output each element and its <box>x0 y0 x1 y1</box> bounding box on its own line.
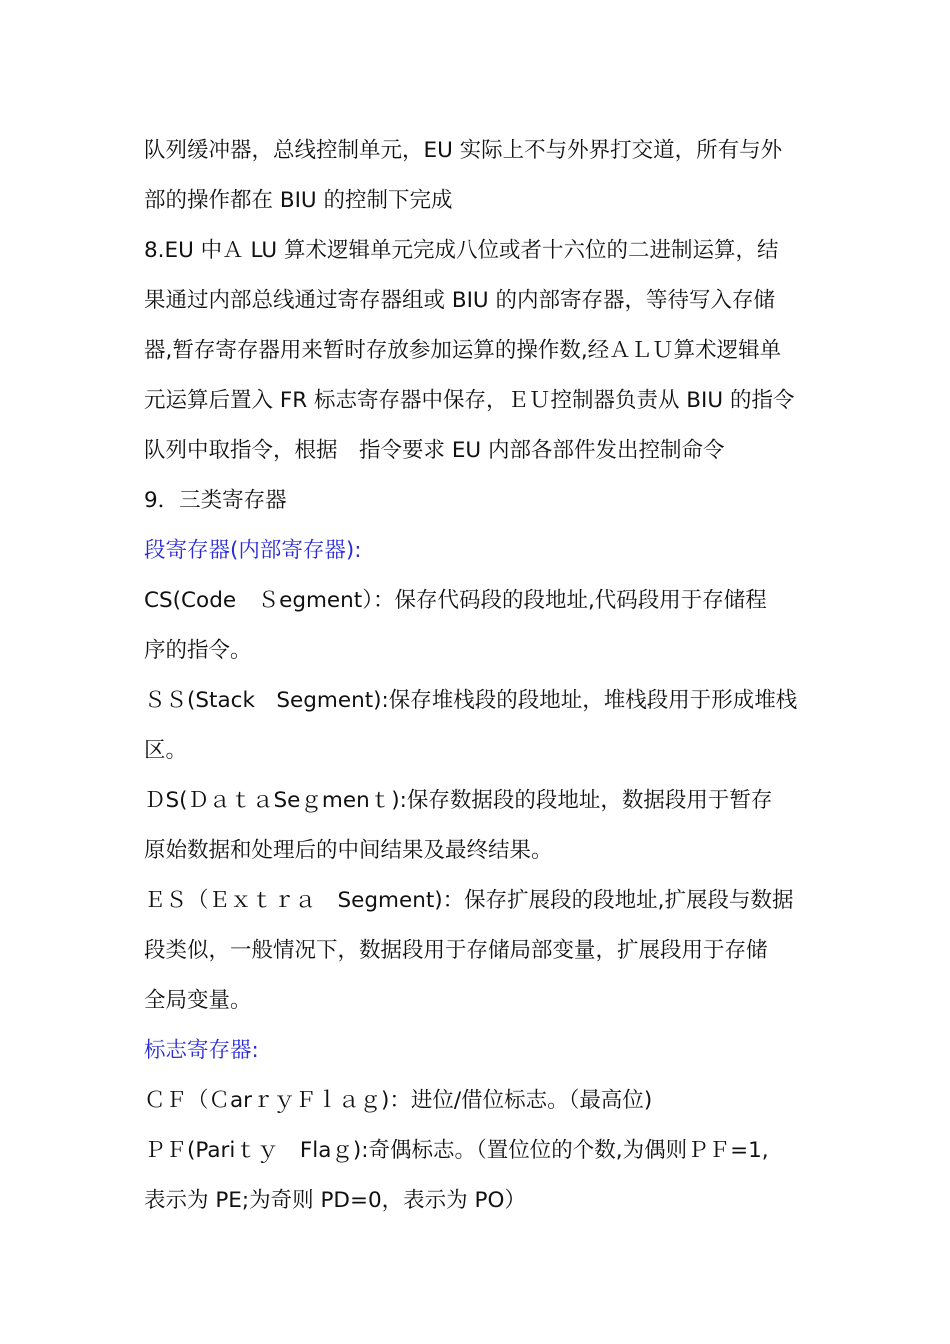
paragraph-line: ＳＳ(Stack Segment):保存堆栈段的段地址，堆栈段用于形成堆栈 <box>144 688 798 713</box>
subsection-heading-flag-registers: 标志寄存器: <box>144 1038 259 1063</box>
paragraph-line: ＥＳ（Ｅｘｔｒａ Segment)：保存扩展段的段地址,扩展段与数据 <box>144 888 794 913</box>
paragraph-line: ＰＦ(Pariｔｙ Flaｇ):奇偶标志。（置位位的个数,为偶则ＰＦ=1, <box>144 1138 769 1163</box>
paragraph-line: 队列缓冲器，总线控制单元，EU 实际上不与外界打交道，所有与外 <box>144 138 783 163</box>
paragraph-line: 器,暂存寄存器用来暂时存放参加运算的操作数,经ＡＬＵ算术逻辑单 <box>144 338 782 363</box>
paragraph-line: 区。 <box>144 738 188 763</box>
paragraph-line: 元运算后置入 FR 标志寄存器中保存，ＥＵ控制器负责从 BIU 的指令 <box>144 388 795 413</box>
paragraph-line: 原始数据和处理后的中间结果及最终结果。 <box>144 838 553 863</box>
paragraph-line: CS(Code Ｓegment）：保存代码段的段地址,代码段用于存储程 <box>144 588 767 613</box>
paragraph-line: 部的操作都在 BIU 的控制下完成 <box>144 188 453 213</box>
section-heading: 9．三类寄存器 <box>144 488 287 513</box>
paragraph-line: ＤS(ＤａｔａSeｇmenｔ):保存数据段的段地址，数据段用于暂存 <box>144 788 773 813</box>
paragraph-line: 表示为 PE;为奇则 PD=0，表示为 PO） <box>144 1188 526 1213</box>
paragraph-line: 段类似，一般情况下，数据段用于存储局部变量，扩展段用于存储 <box>144 938 768 963</box>
paragraph-line: ＣＦ（ＣarｒｙＦｌａｇ)：进位/借位标志。（最高位) <box>144 1088 653 1113</box>
paragraph-line: 序的指令。 <box>144 638 252 663</box>
subsection-heading-segment-registers: 段寄存器(内部寄存器): <box>144 538 362 563</box>
paragraph-line: 队列中取指令，根据 指令要求 EU 内部各部件发出控制命令 <box>144 438 725 463</box>
paragraph-line: 全局变量。 <box>144 988 252 1013</box>
paragraph-line: 果通过内部总线通过寄存器组或 BIU 的内部寄存器，等待写入存储 <box>144 288 775 313</box>
paragraph-line: 8.EU 中Ａ LU 算术逻辑单元完成八位或者十六位的二进制运算，结 <box>144 238 779 263</box>
